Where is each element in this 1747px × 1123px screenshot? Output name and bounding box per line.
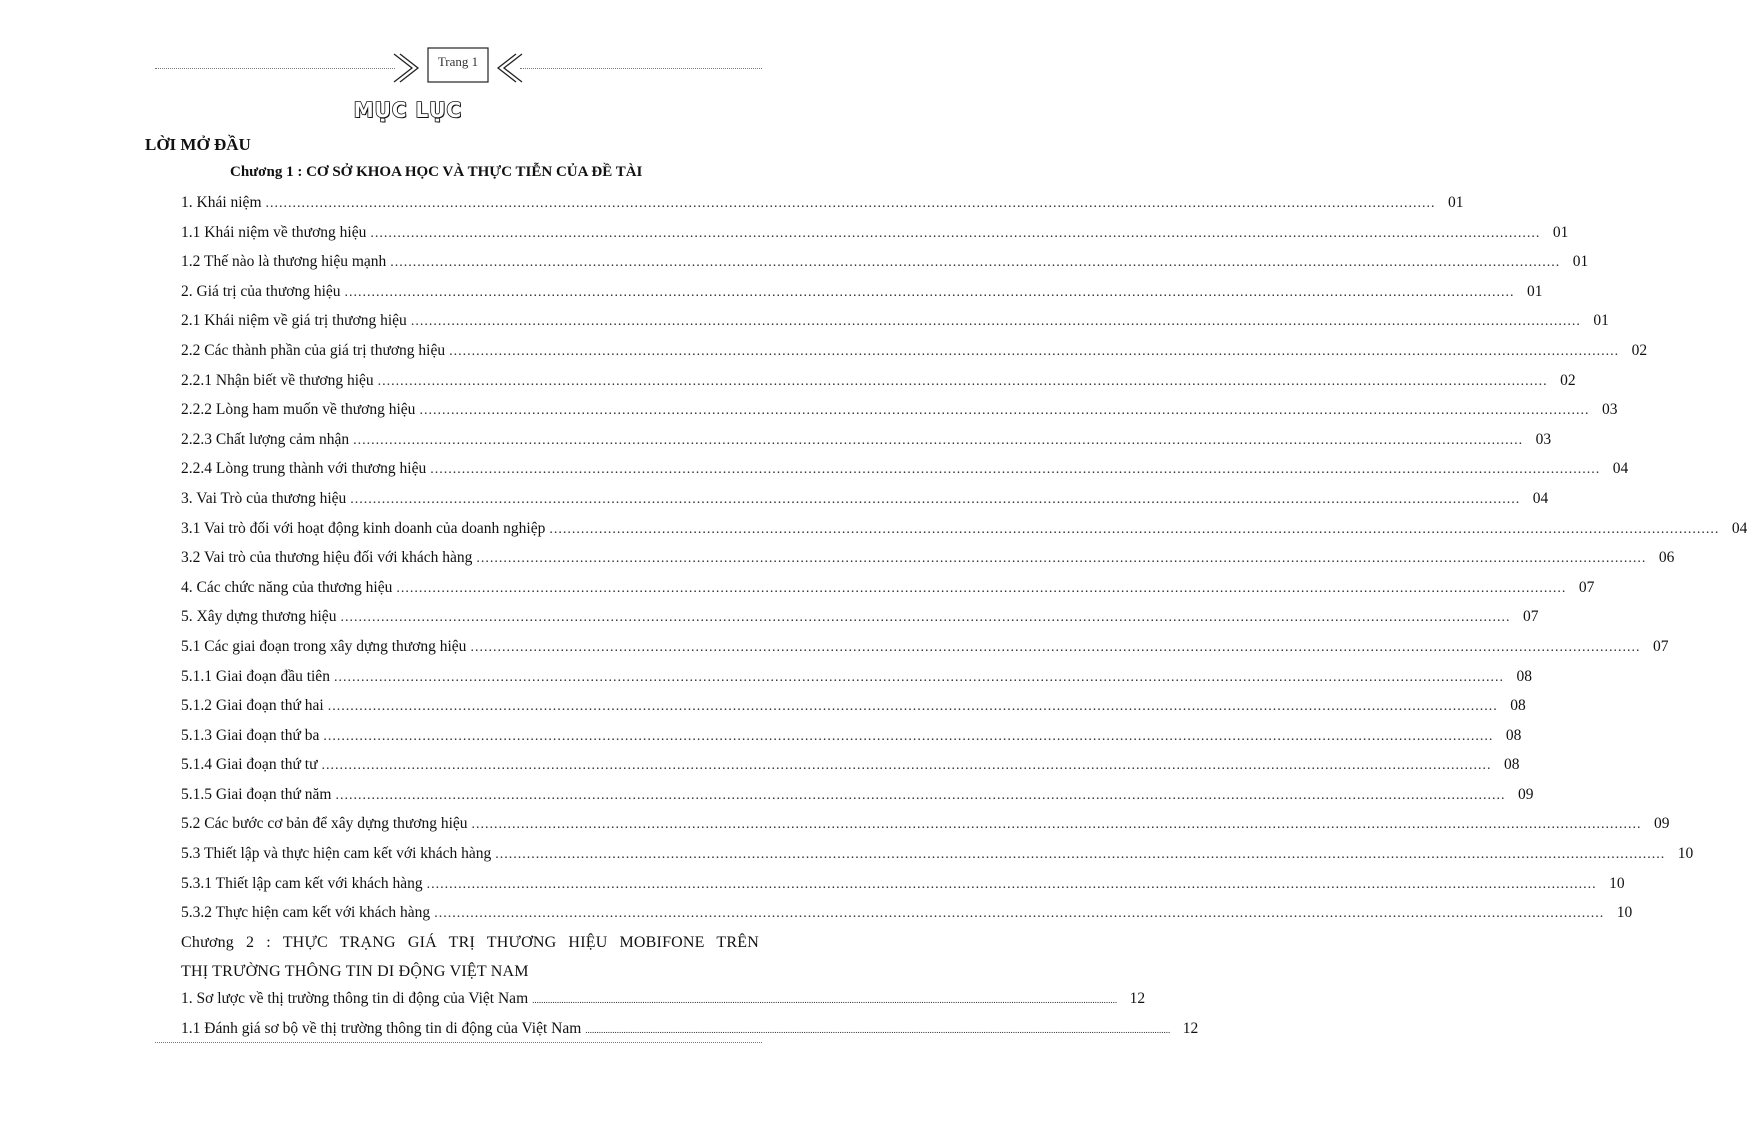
toc-entry <box>181 484 1549 514</box>
toc-entry-page-number: 12 <box>1129 990 1146 1007</box>
toc-entry-title: 5.1.5 Giai đoạn thứ năm <box>181 785 332 803</box>
toc-entry-page-number: 01 <box>1527 282 1543 300</box>
toc-entry-title: 3. Vai Trò của thương hiệu <box>181 489 347 507</box>
toc-entry <box>181 188 1464 218</box>
toc-entry-page-number: 04 <box>1532 489 1549 507</box>
toc-entry <box>181 425 1552 455</box>
toc-entry-title: 5.2 Các bước cơ bản để xây dựng thương hiệu <box>181 815 468 833</box>
toc-entry-title: 2.2.1 Nhận biết về thương hiệu <box>181 371 374 389</box>
toc-entry-page-number: 01 <box>1448 194 1464 211</box>
toc-entry <box>181 1014 1199 1044</box>
toc-entry-title: 2.2 Các thành phần của giá trị thương hiệu <box>181 341 446 359</box>
toc-entry <box>181 247 1589 277</box>
toc-entry-page-number: 01 <box>1552 223 1569 241</box>
toc-entry-page-number: 03 <box>1535 430 1552 448</box>
toc-dot-leader: .................................................................................................................................................................................................................................................................... <box>495 847 1666 863</box>
toc-entry-page-number: 02 <box>1631 341 1648 359</box>
toc-entry-page-number: 07 <box>1578 578 1595 596</box>
chapter-2-title-line-2: THỊ TRƯỜNG THÔNG TIN DI ĐỘNG VIỆT NAM <box>181 963 529 980</box>
toc-entry-title: 2.1 Khái niệm về giá trị thương hiệu <box>181 312 407 330</box>
toc-dot-leader: .................................................................................................................................................................................................................................................................... <box>470 639 1641 655</box>
toc-entry-title: 3.2 Vai trò của thương hiệu đối với khách hàng <box>181 549 473 567</box>
toc-dot-leader: .................................................................................................................................................................................................................................................................... <box>344 284 1515 300</box>
toc-entry <box>181 839 1694 869</box>
toc-entry <box>181 306 1609 336</box>
toc-entry-page-number: 01 <box>1593 312 1609 330</box>
toc-entry <box>181 662 1532 692</box>
toc-entry-page-number: 08 <box>1516 667 1532 685</box>
toc-entry-title: 2. Giá trị của thương hiệu <box>181 282 341 300</box>
toc-entry-page-number: 07 <box>1652 637 1669 655</box>
toc-entry-title: 5. Xây dựng thương hiệu <box>181 608 337 626</box>
toc-entry <box>181 602 1539 632</box>
toc-entry-page-number: 02 <box>1560 371 1576 389</box>
header-rule-left <box>155 68 395 69</box>
toc-entry-page-number: 08 <box>1505 726 1522 744</box>
toc-entry <box>181 984 1146 1014</box>
toc-dot-leader: .................................................................................................................................................................................................................................................................... <box>396 580 1567 596</box>
toc-dot-leader: .................................................................................................................................................................................................................................................................... <box>434 906 1605 922</box>
toc-dot-leader: .................................................................................................................................................................................................................................................................... <box>327 699 1498 715</box>
toc-dot-leader: .................................................................................................................................................................................................................................................................... <box>476 551 1647 567</box>
toc-entry-title: 2.2.4 Lòng trung thành với thương hiệu <box>181 460 427 478</box>
toc-dot-leader: .................................................................................................................................................................................................................................................................... <box>410 314 1581 330</box>
toc-dot-leader: .................................................................................................................................................................................................................................................................... <box>426 876 1597 892</box>
toc-dot-leader: .................................................................................................................................................................................................................................................................... <box>471 817 1642 833</box>
toc-entry-page-number: 07 <box>1522 608 1539 626</box>
toc-entry-page-number: 10 <box>1616 904 1633 922</box>
chapter-1-toc <box>181 188 1747 928</box>
toc-entry-title: 1. Khái niệm <box>181 194 262 211</box>
toc-dot-leader: .................................................................................................................................................................................................................................................................... <box>449 343 1620 359</box>
header-rule-right <box>520 68 762 69</box>
toc-entry-page-number: 04 <box>1731 519 1747 537</box>
toc-entry <box>181 869 1625 899</box>
toc-entry-title: 2.2.3 Chất lượng cảm nhận <box>181 430 350 448</box>
toc-entry-page-number: 04 <box>1612 460 1629 478</box>
toc-entry <box>181 543 1675 573</box>
chapter-1-title: Chương 1 : CƠ SỞ KHOA HỌC VÀ THỰC TIỄN CỦA ĐỀ TÀI <box>230 164 643 180</box>
toc-dot-leader: .................................................................................................................................................................................................................................................................... <box>321 758 1492 774</box>
toc-dot-leader: .................................................................................................................................................................................................................................................................... <box>532 995 1118 1005</box>
toc-entry-page-number: 01 <box>1572 253 1589 271</box>
chapter-2-toc <box>181 984 1199 1043</box>
toc-entry-page-number: 10 <box>1677 845 1694 863</box>
intro-heading: LỜI MỞ ĐẦU <box>145 135 251 154</box>
toc-entry-page-number: 12 <box>1182 1019 1199 1037</box>
toc-entry-title: 5.3 Thiết lập và thực hiện cam kết với khách hàng <box>181 845 492 863</box>
toc-dot-leader: .................................................................................................................................................................................................................................................................... <box>430 462 1601 478</box>
toc-entry <box>181 632 1669 662</box>
toc-entry-title: 5.1.3 Giai đoạn thứ ba <box>181 726 320 744</box>
page-title: MỤC LỤC <box>353 98 463 122</box>
toc-entry-title: 1.2 Thế nào là thương hiệu mạnh <box>181 253 387 271</box>
toc-dot-leader: .................................................................................................................................................................................................................................................................... <box>370 225 1541 241</box>
footer-rule <box>155 1042 762 1043</box>
toc-entry <box>181 691 1526 721</box>
toc-entry-title: 1.1 Khái niệm về thương hiệu <box>181 223 367 241</box>
page-number-label: Trang 1 <box>437 54 479 69</box>
toc-entry-title: 1. Sơ lược về thị trường thông tin di động của Việt Nam <box>181 990 529 1007</box>
toc-entry <box>181 218 1569 248</box>
toc-entry-page-number: 06 <box>1658 549 1675 567</box>
toc-entry-title: 5.1.4 Giai đoạn thứ tư <box>181 756 318 774</box>
toc-entry-page-number: 09 <box>1517 785 1534 803</box>
toc-dot-leader: .................................................................................................................................................................................................................................................................... <box>390 255 1561 271</box>
toc-dot-leader: .................................................................................................................................................................................................................................................................... <box>419 403 1590 419</box>
toc-entry <box>181 395 1618 425</box>
toc-entry <box>181 514 1747 544</box>
toc-entry <box>181 573 1595 603</box>
toc-entry-title: 5.1.1 Giai đoạn đầu tiên <box>181 667 330 685</box>
toc-entry <box>181 336 1648 366</box>
toc-entry <box>181 750 1520 780</box>
toc-dot-leader: .................................................................................................................................................................................................................................................................... <box>350 491 1521 507</box>
toc-entry-title: 4. Các chức năng của thương hiệu <box>181 578 393 596</box>
toc-dot-leader: .................................................................................................................................................................................................................................................................... <box>335 787 1506 803</box>
toc-entry-page-number: 08 <box>1503 756 1520 774</box>
chapter-2-title-line-1: Chương 2 : THỰC TRẠNG GIÁ TRỊ THƯƠNG HIỆU MOBIFONE TRÊN <box>181 934 759 951</box>
toc-dot-leader: .................................................................................................................................................................................................................................................................... <box>353 432 1524 448</box>
toc-dot-leader: .................................................................................................................................................................................................................................................................... <box>323 728 1494 744</box>
page-header <box>0 0 816 90</box>
toc-dot-leader: .................................................................................................................................................................................................................................................................... <box>377 373 1548 389</box>
toc-entry-title: 3.1 Vai trò đối với hoạt động kinh doanh của doanh nghiệp <box>181 519 546 537</box>
toc-entry-title: 5.1 Các giai đoạn trong xây dựng thương hiệu <box>181 637 467 655</box>
toc-dot-leader: .................................................................................................................................................................................................................................................................... <box>549 521 1720 537</box>
toc-entry <box>181 898 1633 928</box>
toc-dot-leader: .................................................................................................................................................................................................................................................................... <box>585 1024 1171 1035</box>
chapter-2-title <box>181 928 759 986</box>
toc-entry <box>181 721 1522 751</box>
toc-entry <box>181 277 1543 307</box>
toc-entry-title: 5.3.2 Thực hiện cam kết với khách hàng <box>181 904 431 922</box>
toc-entry <box>181 809 1670 839</box>
toc-entry <box>181 366 1576 396</box>
toc-entry <box>181 780 1534 810</box>
toc-entry-title: 5.1.2 Giai đoạn thứ hai <box>181 697 324 715</box>
toc-entry-page-number: 08 <box>1510 697 1526 715</box>
toc-entry-title: 5.3.1 Thiết lập cam kết với khách hàng <box>181 874 423 892</box>
toc-dot-leader: .................................................................................................................................................................................................................................................................... <box>333 669 1504 685</box>
toc-entry-title: 1.1 Đánh giá sơ bộ về thị trường thông tin di động của Việt Nam <box>181 1019 582 1037</box>
toc-entry-title: 2.2.2 Lòng ham muốn về thương hiệu <box>181 401 416 419</box>
toc-entry <box>181 454 1629 484</box>
toc-dot-leader: .................................................................................................................................................................................................................................................................... <box>340 610 1511 626</box>
toc-entry-page-number: 10 <box>1609 874 1625 892</box>
toc-entry-page-number: 09 <box>1654 815 1670 833</box>
toc-dot-leader: .................................................................................................................................................................................................................................................................... <box>265 196 1436 211</box>
toc-entry-page-number: 03 <box>1601 401 1618 419</box>
